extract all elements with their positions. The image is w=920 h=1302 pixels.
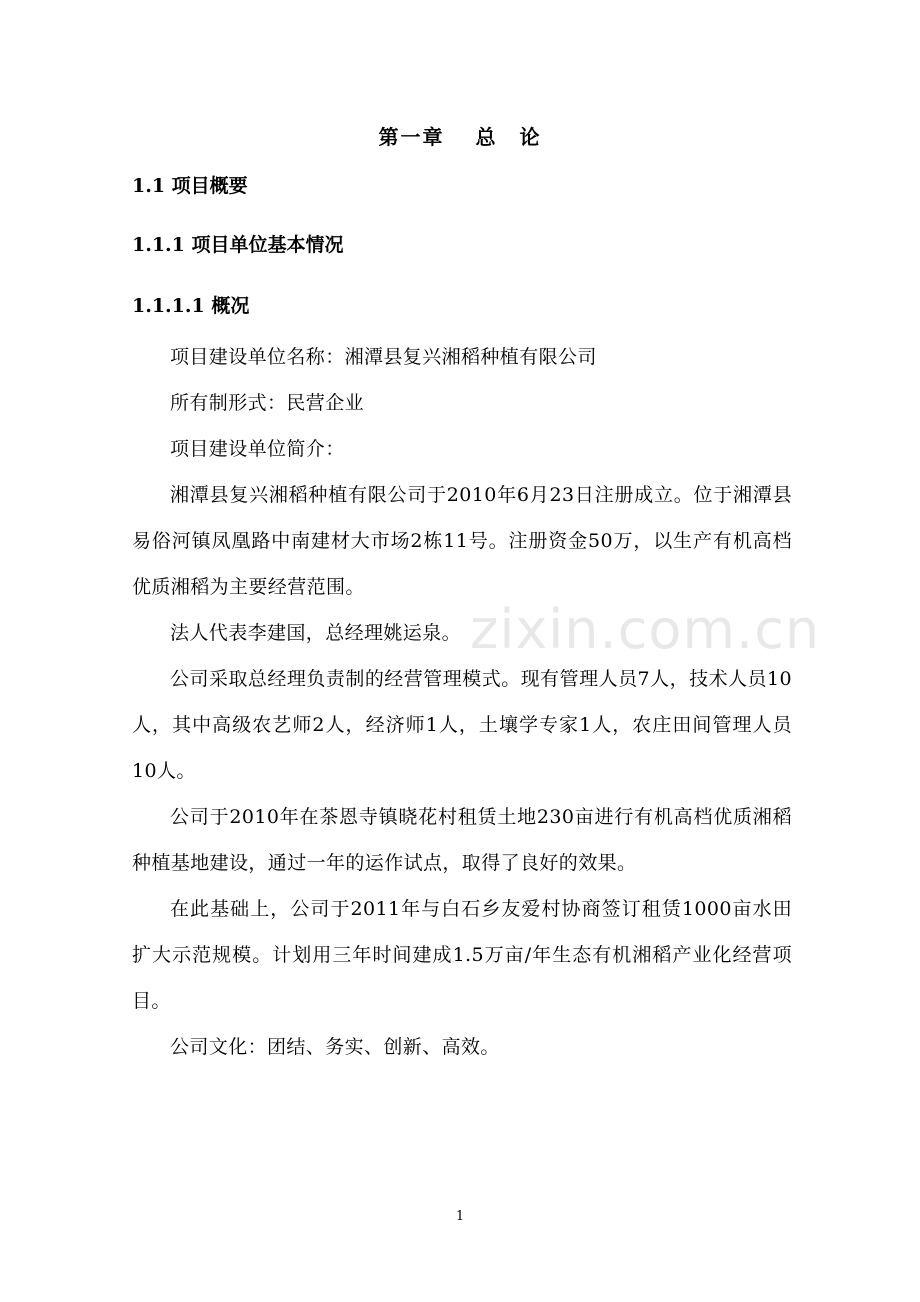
- section-heading-1-1-1-1: 1.1.1.1 概况: [132, 295, 250, 317]
- watermark: zixin.com.cn: [470, 598, 821, 661]
- paragraph-management: 公司采取总经理负责制的经营管理模式。现有管理人员7人，技术人员10人，其中高级农艺师2人，经济师1人，土壤学专家1人，农庄田间管理人员10人。: [132, 668, 792, 782]
- paragraph-base-2010: 公司于2010年在茶恩寺镇晓花村租赁土地230亩进行有机高档优质湘稻种植基地建设，通过一年的运作试点，取得了良好的效果。: [132, 806, 792, 874]
- paragraph-company-name: 项目建设单位名称：湘潭县复兴湘稻种植有限公司: [170, 346, 597, 368]
- paragraph-registration: 湘潭县复兴湘稻种植有限公司于2010年6月23日注册成立。位于湘潭县易俗河镇凤凰路中南建材大市场2栋11号。注册资金50万，以生产有机高档优质湘稻为主要经营范围。: [132, 484, 792, 598]
- paragraph-ownership: 所有制形式：民营企业: [170, 392, 365, 414]
- paragraph-expansion-2011: 在此基础上，公司于2011年与白石乡友爱村协商签订租赁1000亩水田扩大示范规模。计划用三年时间建成1.5万亩/年生态有机湘稻产业化经营项目。: [132, 898, 792, 1012]
- page-number: 1: [455, 1209, 465, 1224]
- paragraph-legal-rep: 法人代表李建国，总经理姚运泉。: [170, 622, 462, 644]
- paragraph-culture: 公司文化：团结、务实、创新、高效。: [170, 1036, 500, 1058]
- chapter-title: 第一章 总 论: [378, 125, 542, 149]
- section-heading-1-1: 1.1 项目概要: [132, 175, 248, 197]
- paragraph-intro-label: 项目建设单位简介：: [170, 438, 345, 460]
- body-text: [132, 334, 792, 1070]
- section-heading-1-1-1: 1.1.1 项目单位基本情况: [132, 234, 344, 256]
